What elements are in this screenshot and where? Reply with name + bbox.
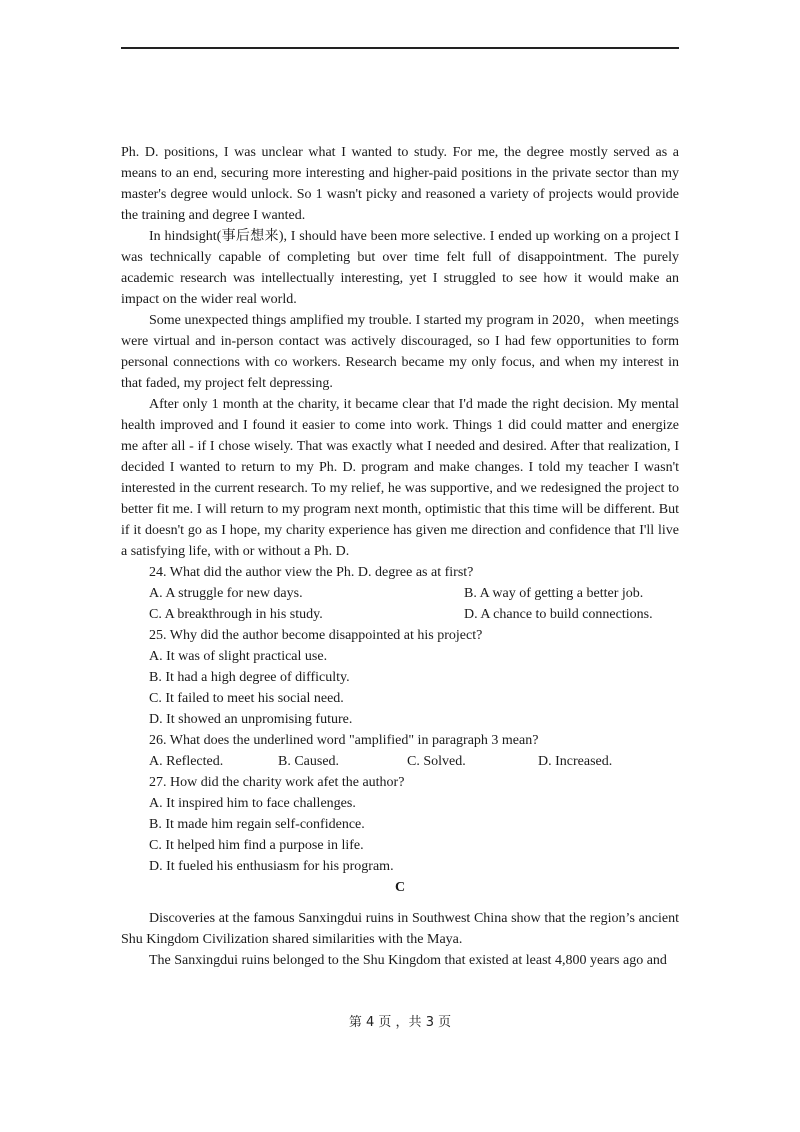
section-c-paragraph-1: Discoveries at the famous Sanxingdui ruins in Southwest China show that the region’s ancient Shu Kingdom Civilization shared similarities with the Maya. xyxy=(121,911,679,947)
question-25-option-c: C. It failed to meet his social need. xyxy=(149,691,344,706)
passage-b-paragraph-3: Some unexpected things amplified my trouble. I started my program in 2020，when meetings were virtual and in-person contact was actively discouraged, so I had few opportunities to form personal connections with co workers. Research became my only focus, and when my interest in that faded, my project felt depressing. xyxy=(121,313,679,391)
question-24 xyxy=(121,562,679,625)
question-25-option-d: D. It showed an unpromising future. xyxy=(149,712,353,727)
passage-b-paragraph-4: After only 1 month at the charity, it became clear that I'd made the right decision. My mental health improved and I found it easier to come into work. Things 1 did could matter and energize me after all - if I chose wisely. That was exactly what I needed and desired. After that realization, I decided I wanted to return to my Ph. D. program and make changes. I told my teacher I wasn't interested in the current research. To my relief, he was supportive, and we redesigned the project to better fit me. I will return to my program next month, optimistic that this time will be different. But if it doesn't go as I hope, my charity experience has given me direction and confidence that I'll live a satisfying life, with or without a Ph. D. xyxy=(121,397,679,559)
question-24-stem: 24. What did the author view the Ph. D. degree as at first? xyxy=(149,565,474,580)
question-26 xyxy=(121,730,679,772)
question-27-option-d: D. It fueled his enthusiasm for his program. xyxy=(149,859,394,874)
page-footer: 第 4 页 ，共 3 页 xyxy=(348,1015,452,1030)
question-26-option-a: A. Reflected. xyxy=(149,754,224,769)
question-26-option-c: C. Solved. xyxy=(407,754,466,769)
question-25-option-b: B. It had a high degree of difficulty. xyxy=(149,670,350,685)
question-24-option-c: C. A breakthrough in his study. xyxy=(149,607,323,622)
question-24-option-d: D. A chance to build connections. xyxy=(464,607,653,622)
page-body xyxy=(121,142,679,971)
question-25 xyxy=(121,625,679,730)
question-24-option-b: B. A way of getting a better job. xyxy=(464,586,644,601)
passage-b-paragraph-2: In hindsight(事后想来), I should have been more selective. I ended up working on a project I was technically capable of completing but over time felt full of disappointment. The purely academic research was intellectually interesting, yet I struggled to see how it would make an impact on the wider real world. xyxy=(121,229,679,307)
question-27 xyxy=(121,772,679,877)
question-26-option-d: D. Increased. xyxy=(538,754,613,769)
question-26-stem: 26. What does the underlined word "amplified" in paragraph 3 mean? xyxy=(149,733,539,748)
question-27-option-a: A. It inspired him to face challenges. xyxy=(149,796,356,811)
question-25-stem: 25. Why did the author become disappointed at his project? xyxy=(149,628,483,643)
header-rule xyxy=(121,47,679,49)
passage-b-paragraph-1: Ph. D. positions, I was unclear what I wanted to study. For me, the degree mostly served as a means to an end, securing more interesting and higher-paid positions in the private sector than my master's degree would unlock. So 1 wasn't picky and reasoned a variety of projects would provide the training and degree I wanted. xyxy=(121,145,679,223)
question-27-stem: 27. How did the charity work afet the author? xyxy=(149,775,405,790)
section-c-paragraph-2: The Sanxingdui ruins belonged to the Shu Kingdom that existed at least 4,800 years ago and xyxy=(149,953,667,968)
question-27-option-b: B. It made him regain self-confidence. xyxy=(149,817,365,832)
question-26-option-b: B. Caused. xyxy=(278,754,340,769)
question-25-option-a: A. It was of slight practical use. xyxy=(149,649,328,664)
question-27-option-c: C. It helped him find a purpose in life. xyxy=(149,838,364,853)
section-c-heading: C xyxy=(394,880,406,895)
question-24-option-a: A. A struggle for new days. xyxy=(149,586,303,601)
